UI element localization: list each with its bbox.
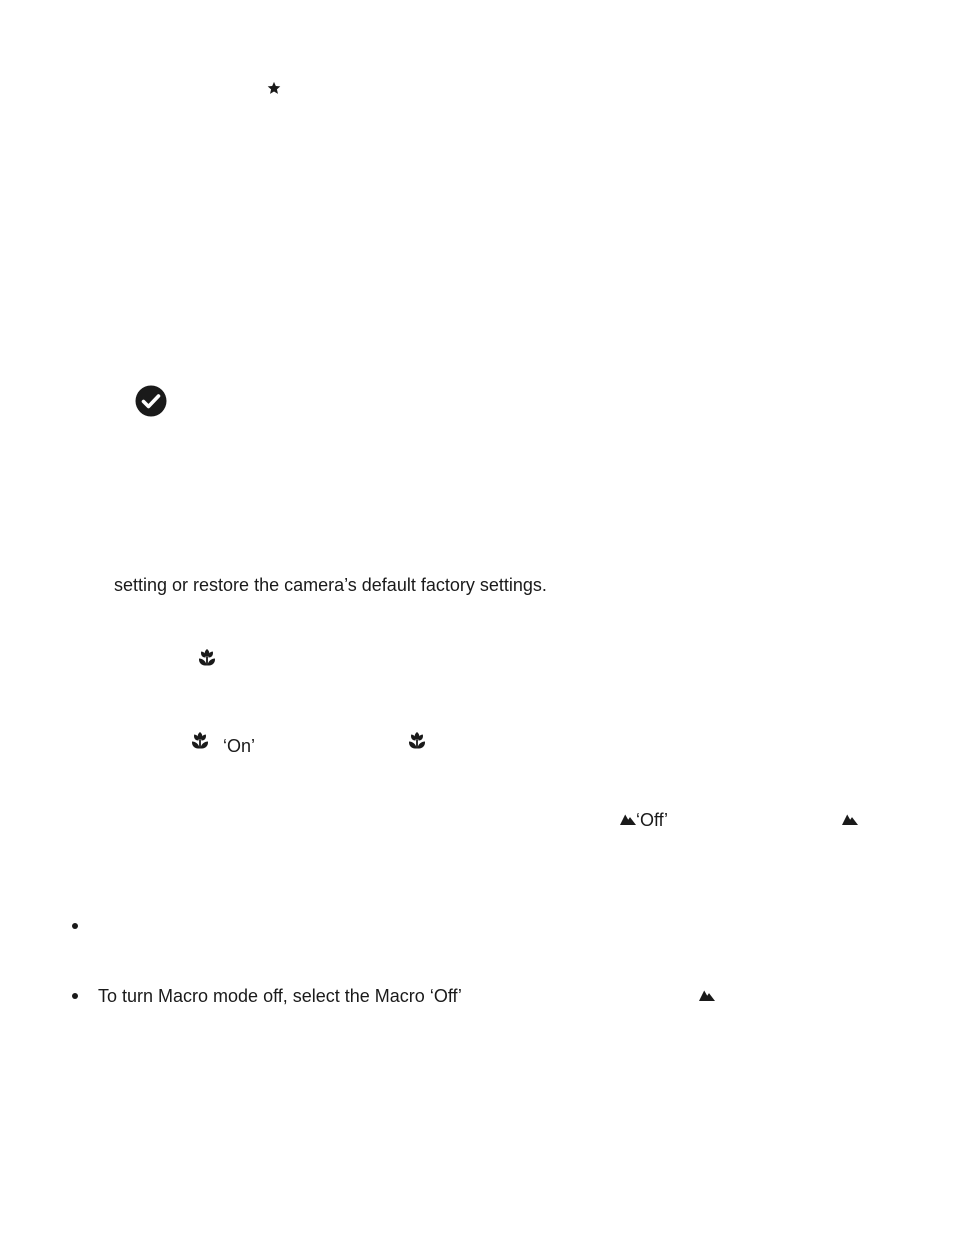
list-bullet — [72, 923, 78, 929]
macro-off-label: ‘Off’ — [636, 810, 669, 830]
macro-on-label: ‘On’ — [223, 736, 256, 756]
macro-flower-icon — [195, 646, 219, 670]
list-bullet — [72, 993, 78, 999]
check-circle-icon — [135, 385, 167, 417]
settings-restore-text: setting or restore the camera’s default factory settings. — [114, 575, 547, 595]
landscape-mountain-icon — [842, 812, 858, 826]
list-item: To turn Macro mode off, select the Macro ‘Off’ — [98, 986, 462, 1006]
landscape-mountain-icon — [699, 988, 715, 1002]
landscape-mountain-icon — [620, 812, 636, 826]
macro-flower-icon — [405, 729, 429, 753]
star-icon — [267, 81, 281, 95]
macro-flower-icon — [188, 729, 212, 753]
